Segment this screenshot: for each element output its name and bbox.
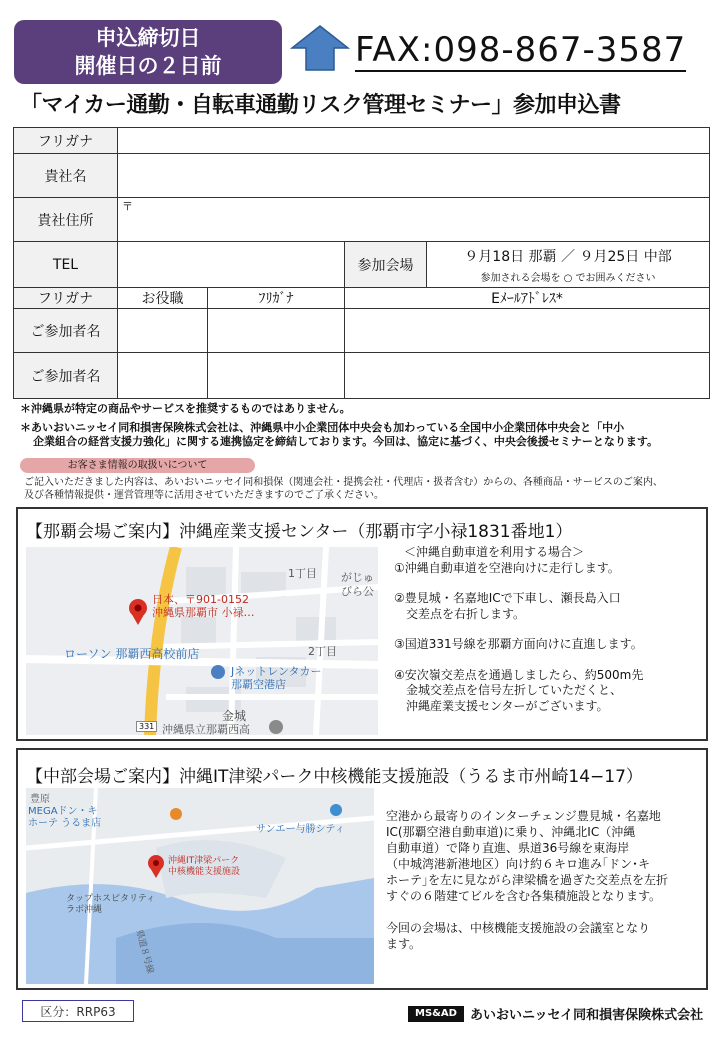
naha-map-1chome: 1丁目 xyxy=(288,567,317,580)
position-furigana-label: ﾌﾘｶﾞﾅ xyxy=(208,288,345,309)
company-name-field[interactable] xyxy=(118,154,710,198)
chubu-title: 【中部会場ご案内】沖縄IT津梁パーク中核機能支援施設（うるま市州崎14−17） xyxy=(26,767,643,787)
participant-position-field-1[interactable] xyxy=(118,309,208,353)
venue-choice[interactable] xyxy=(427,242,710,288)
chubu-map-tapph xyxy=(66,894,155,916)
email-label: Eﾒｰﾙｱﾄﾞﾚｽ* xyxy=(345,288,710,309)
chubu-mega-line2: ホーテ うるま店 xyxy=(28,818,102,829)
msad-logo: MS&AD xyxy=(408,1006,464,1022)
naha-dir-2b: 交差点を右折します。 xyxy=(394,606,526,621)
participant-position-field-2[interactable] xyxy=(118,353,208,399)
naha-title: 【那覇会場ご案内】沖縄産業支援センター（那覇市字小禄1831番地1） xyxy=(26,522,573,542)
chubu-directions xyxy=(386,808,704,952)
company-furigana-field[interactable] xyxy=(118,128,710,154)
participant-name-field-1[interactable] xyxy=(208,309,345,353)
fax-label: FAX: xyxy=(355,30,434,70)
naha-pin-line1: 日本、〒901-0152 xyxy=(152,593,249,606)
deadline-line1: 申込締切日 xyxy=(95,26,201,50)
fax-digits: 098-867-3587 xyxy=(433,30,687,70)
participant-email-field-2[interactable] xyxy=(345,353,710,399)
naha-dir-4b: 金城交差点を信号左折していただくと、 xyxy=(394,683,623,697)
participant-furigana-label: フリガナ xyxy=(14,288,118,309)
naha-dir-4a: ④安次嶺交差点を通過しましたら、約500m先 xyxy=(394,667,644,682)
naha-map-school: 沖縄県立那覇西高 xyxy=(162,723,250,735)
position-label: お役職 xyxy=(118,288,208,309)
naha-map[interactable] xyxy=(26,547,378,735)
classification-code: 区分：RRP63 xyxy=(22,1000,134,1022)
chubu-desc-1: 空港から最寄りのインターチェンジ豊見城・名嘉地 xyxy=(386,809,661,823)
deadline-line2: 開催日の２日前 xyxy=(74,54,222,78)
chubu-map-sunnet: サンエー与勝シティ xyxy=(256,824,345,835)
up-arrow-icon xyxy=(290,24,350,72)
chubu-pin-line1: 沖縄IT津梁パーク xyxy=(168,856,240,866)
chubu-pin-line2: 中核機能支援施設 xyxy=(168,867,241,877)
chubu-map-pin-label xyxy=(168,856,240,878)
note-2-line2: 企業組合の経営支援力強化」に関する連携協定を締結しております。今回は、協定に基づく、中央会後援セミナーとなります。 xyxy=(33,435,659,448)
chubu-desc-3: 自動車道）で降り直進、県道36号線を東海岸 xyxy=(386,841,630,855)
application-form xyxy=(13,127,710,399)
naha-rental-line2: 那覇空港店 xyxy=(231,678,286,691)
naha-map-lawson: ローソン 那覇西高校前店 xyxy=(64,647,200,661)
chubu-tapph-line1: タップホスピタリティ xyxy=(66,894,156,904)
tel-label: TEL xyxy=(14,242,118,288)
participant-label-2: ご参加者名 xyxy=(14,353,118,399)
naha-map-2chome: 2丁目 xyxy=(308,645,337,658)
naha-dir-3: ③国道331号線を那覇方面向けに直進します。 xyxy=(394,637,643,651)
naha-pin-line2: 沖縄県那覇市 小禄… xyxy=(152,606,255,619)
naha-map-route: 331 xyxy=(136,721,157,732)
naha-rental-line1: Jネットレンタカー xyxy=(231,665,322,678)
chubu-desc-5: ホーテ｣を左に見ながら津梁橋を過ぎた交差点を左折 xyxy=(386,873,669,887)
venue-note: 参加される会場を ○ でお囲みください xyxy=(480,272,656,284)
venue-label: 参加会場 xyxy=(345,242,427,288)
chubu-map-place: 豊原 xyxy=(30,794,50,805)
furigana-label: フリガナ xyxy=(14,128,118,154)
chubu-map-mega xyxy=(28,806,101,830)
venue-options: ９月18日 那覇 ／ ９月25日 中部 xyxy=(464,248,672,265)
naha-map-kinjo: 金城 xyxy=(222,709,247,723)
naha-dir-1: ①沖縄自動車道を空港向けに走行します。 xyxy=(394,560,620,575)
company-name: あいおいニッセイ同和損害保険株式会社 xyxy=(470,1008,704,1023)
chubu-desc-2: IC(那覇空港自動車道)に乗り、沖縄北IC（沖縄 xyxy=(386,825,636,839)
privacy-line1: ご記入いただきました内容は、あいおいニッセイ同和損保（関連会社・提携会社・代理店・扱者含む）からの、各種商品・サービスのご案内、 xyxy=(24,477,663,488)
fax-number xyxy=(355,30,686,72)
address-label: 貴社住所 xyxy=(14,198,118,242)
note-2-line1: ＊あいおいニッセイ同和損害保険株式会社は、沖縄県中小企業団体中央会も加わっている全国中小企業団体中央会と「中小 xyxy=(20,421,625,434)
naha-map-roads xyxy=(26,547,378,735)
chubu-map[interactable] xyxy=(26,788,374,984)
privacy-text xyxy=(24,476,704,502)
naha-map-pin-label xyxy=(152,593,255,619)
naha-venue-box xyxy=(16,507,708,741)
tel-field[interactable] xyxy=(118,242,345,288)
chubu-tapph-line2: ラボ沖縄 xyxy=(66,905,103,915)
address-field[interactable] xyxy=(118,198,710,242)
naha-dir-4c: 沖縄産業支援センターがございます。 xyxy=(394,698,609,713)
naha-dir-2a: ②豊見城・名嘉地ICで下車し、瀬長島入口 xyxy=(394,591,621,605)
chubu-map-road: 県道８号線 xyxy=(133,928,155,975)
naha-park-line1: がじゅ xyxy=(341,571,374,584)
chubu-mega-line1: MEGAドン・キ xyxy=(28,806,98,817)
chubu-desc-6: すぐの６階建てビルを含む各集積施設となります。 xyxy=(386,889,662,903)
naha-map-park xyxy=(341,571,374,599)
participant-name-field-2[interactable] xyxy=(208,353,345,399)
postal-mark: 〒 xyxy=(122,200,133,213)
naha-map-rental xyxy=(231,665,322,691)
deadline-badge xyxy=(14,20,282,84)
participant-label-1: ご参加者名 xyxy=(14,309,118,353)
note-1: ＊沖縄県が特定の商品やサービスを推奨するものではありません。 xyxy=(20,402,351,415)
chubu-desc-7: 今回の会場は、中核機能支援施設の会議室となり xyxy=(386,921,651,935)
chubu-venue-box xyxy=(16,748,708,990)
company-label: 貴社名 xyxy=(14,154,118,198)
naha-directions xyxy=(394,545,706,714)
privacy-line2: 及び各種情報提供・運営管理等に活用させていただきますのでご了承ください。 xyxy=(24,490,384,501)
participant-email-field-1[interactable] xyxy=(345,309,710,353)
privacy-heading: お客さま情報の取扱いについて xyxy=(20,458,255,473)
chubu-desc-8: ます。 xyxy=(386,937,422,951)
naha-dir-heading: ＜沖縄自動車道を利用する場合＞ xyxy=(404,545,585,559)
naha-park-line2: びら公 xyxy=(341,585,374,598)
chubu-desc-4: （中城湾港新港地区）向け約６キロ進み｢ドン･キ xyxy=(386,857,651,871)
page-title: 「マイカー通勤・自転車通勤リスク管理セミナー」参加申込書 xyxy=(20,93,621,118)
